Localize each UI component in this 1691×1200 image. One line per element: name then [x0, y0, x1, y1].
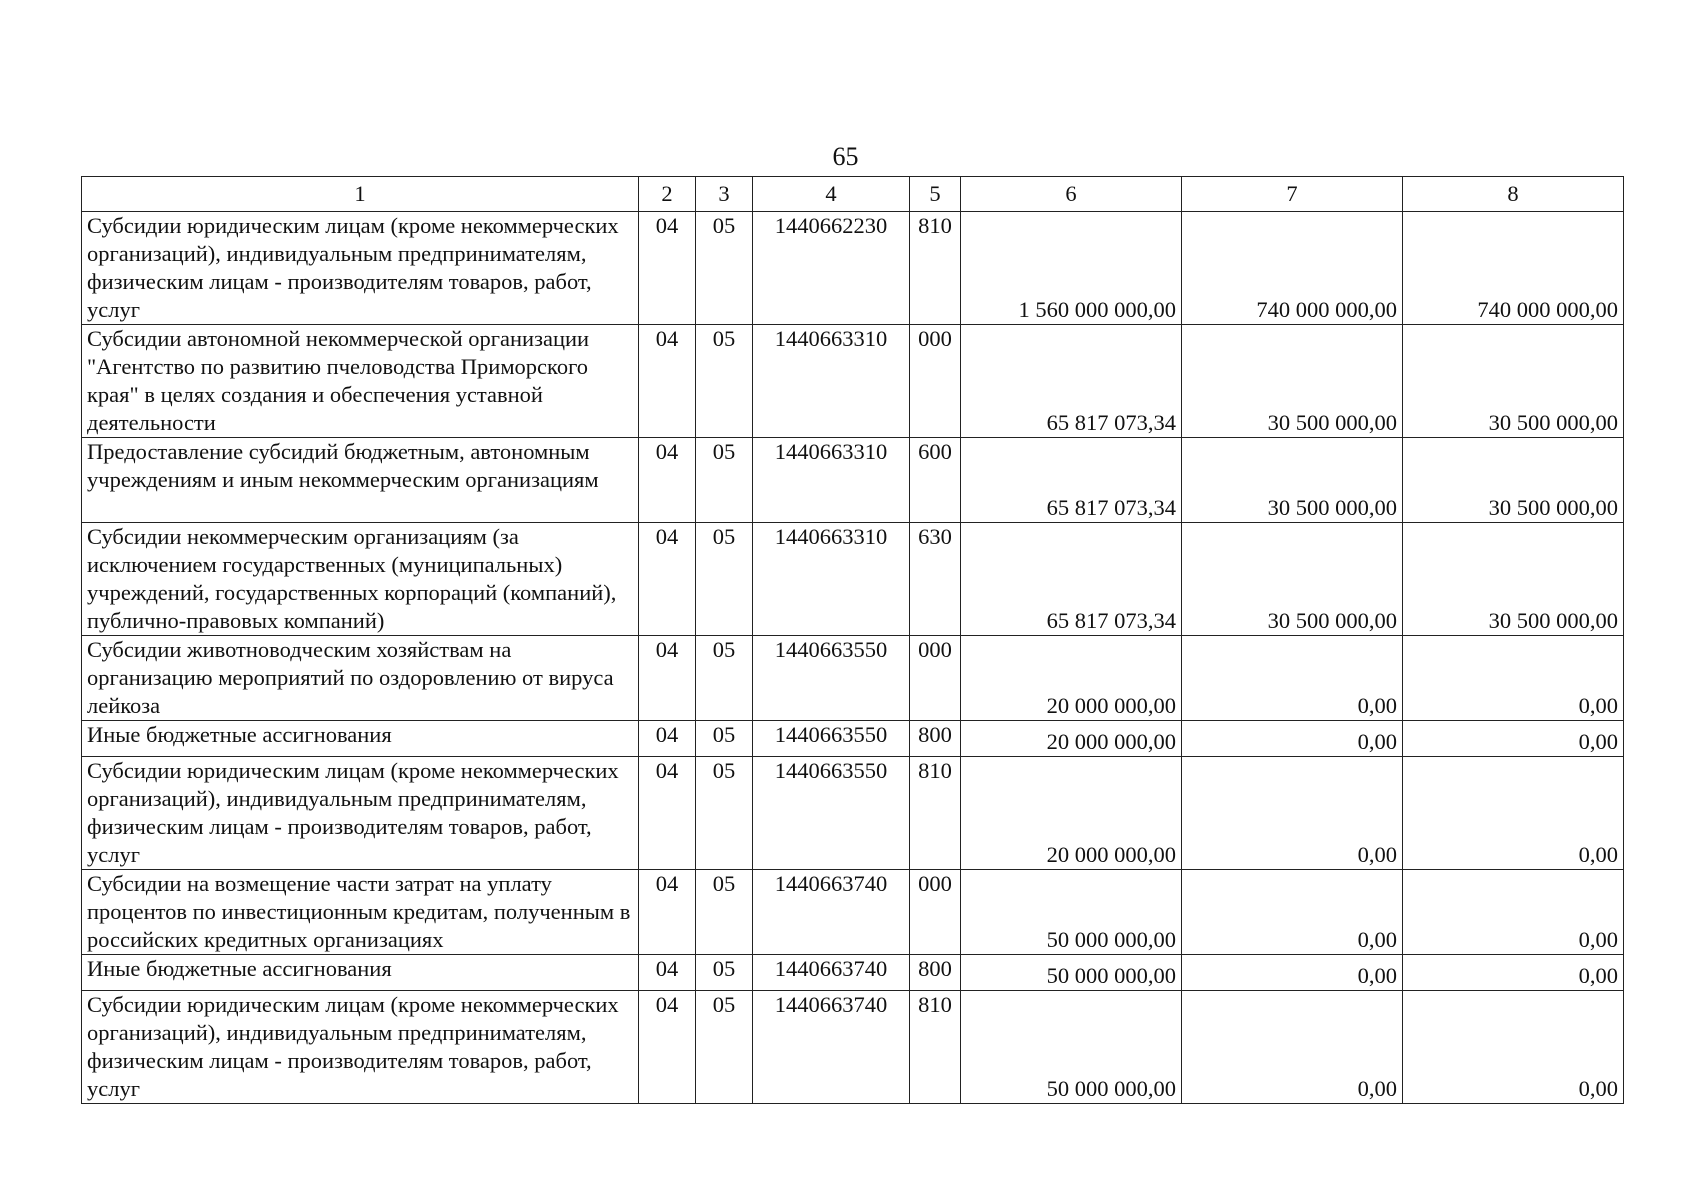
amount-col7: 30 500 000,00 [1182, 325, 1403, 438]
section-code: 04 [639, 523, 696, 636]
section-code: 04 [639, 955, 696, 991]
column-header: 2 [639, 177, 696, 212]
row-name: Субсидии юридическим лицам (кроме некоммерческих организаций), индивидуальным предпринимателям, физическим лицам - производителям товаров, работ, услуг [82, 212, 639, 325]
table-row [82, 955, 1624, 991]
amount-col6: 50 000 000,00 [961, 955, 1182, 991]
section-code: 04 [639, 757, 696, 870]
expense-type-code: 800 [910, 721, 961, 757]
amount-col8: 30 500 000,00 [1403, 523, 1624, 636]
subsection-code: 05 [696, 212, 753, 325]
expense-type-code: 000 [910, 325, 961, 438]
table-row [82, 721, 1624, 757]
amount-col6: 65 817 073,34 [961, 438, 1182, 523]
subsection-code: 05 [696, 438, 753, 523]
amount-col7: 0,00 [1182, 991, 1403, 1104]
row-name: Предоставление субсидий бюджетным, автономным учреждениям и иным некоммерческим организациям [82, 438, 639, 523]
amount-col6: 1 560 000 000,00 [961, 212, 1182, 325]
subsection-code: 05 [696, 991, 753, 1104]
column-header: 8 [1403, 177, 1624, 212]
column-header: 4 [753, 177, 910, 212]
amount-col8: 0,00 [1403, 636, 1624, 721]
amount-col7: 0,00 [1182, 870, 1403, 955]
expense-type-code: 600 [910, 438, 961, 523]
target-article-code: 1440663550 [753, 636, 910, 721]
expense-type-code: 000 [910, 870, 961, 955]
amount-col8: 0,00 [1403, 870, 1624, 955]
row-name: Субсидии юридическим лицам (кроме некоммерческих организаций), индивидуальным предпринимателям, физическим лицам - производителям товаров, работ, услуг [82, 991, 639, 1104]
table-row [82, 438, 1624, 523]
target-article-code: 1440663550 [753, 757, 910, 870]
section-code: 04 [639, 636, 696, 721]
target-article-code: 1440663740 [753, 870, 910, 955]
table-row [82, 523, 1624, 636]
target-article-code: 1440663310 [753, 523, 910, 636]
row-name: Субсидии автономной некоммерческой организации "Агентство по развитию пчеловодства Приморского края" в целях создания и обеспечения уставной деятельности [82, 325, 639, 438]
row-name: Субсидии некоммерческим организациям (за исключением государственных (муниципальных) учреждений, государственных корпораций (компаний), публично-правовых компаний) [82, 523, 639, 636]
subsection-code: 05 [696, 721, 753, 757]
expense-type-code: 630 [910, 523, 961, 636]
expense-type-code: 000 [910, 636, 961, 721]
amount-col8: 30 500 000,00 [1403, 325, 1624, 438]
amount-col8: 0,00 [1403, 721, 1624, 757]
amount-col7: 30 500 000,00 [1182, 438, 1403, 523]
amount-col7: 0,00 [1182, 636, 1403, 721]
target-article-code: 1440663740 [753, 955, 910, 991]
subsection-code: 05 [696, 870, 753, 955]
amount-col7: 0,00 [1182, 955, 1403, 991]
subsection-code: 05 [696, 757, 753, 870]
column-header: 6 [961, 177, 1182, 212]
section-code: 04 [639, 870, 696, 955]
row-name: Субсидии на возмещение части затрат на уплату процентов по инвестиционным кредитам, полученным в российских кредитных организациях [82, 870, 639, 955]
expense-type-code: 800 [910, 955, 961, 991]
amount-col6: 20 000 000,00 [961, 757, 1182, 870]
row-name: Иные бюджетные ассигнования [82, 955, 639, 991]
subsection-code: 05 [696, 523, 753, 636]
amount-col7: 30 500 000,00 [1182, 523, 1403, 636]
section-code: 04 [639, 325, 696, 438]
amount-col6: 20 000 000,00 [961, 721, 1182, 757]
amount-col8: 0,00 [1403, 991, 1624, 1104]
subsection-code: 05 [696, 636, 753, 721]
amount-col8: 0,00 [1403, 955, 1624, 991]
table-row [82, 870, 1624, 955]
amount-col6: 50 000 000,00 [961, 991, 1182, 1104]
row-name: Иные бюджетные ассигнования [82, 721, 639, 757]
section-code: 04 [639, 991, 696, 1104]
amount-col7: 0,00 [1182, 757, 1403, 870]
column-header: 3 [696, 177, 753, 212]
column-header: 7 [1182, 177, 1403, 212]
target-article-code: 1440662230 [753, 212, 910, 325]
column-header: 1 [82, 177, 639, 212]
table-row [82, 757, 1624, 870]
amount-col8: 30 500 000,00 [1403, 438, 1624, 523]
target-article-code: 1440663310 [753, 325, 910, 438]
section-code: 04 [639, 721, 696, 757]
amount-col6: 65 817 073,34 [961, 325, 1182, 438]
amount-col6: 20 000 000,00 [961, 636, 1182, 721]
amount-col8: 740 000 000,00 [1403, 212, 1624, 325]
target-article-code: 1440663740 [753, 991, 910, 1104]
target-article-code: 1440663310 [753, 438, 910, 523]
subsection-code: 05 [696, 325, 753, 438]
table-row [82, 212, 1624, 325]
section-code: 04 [639, 212, 696, 325]
amount-col7: 0,00 [1182, 721, 1403, 757]
expense-type-code: 810 [910, 991, 961, 1104]
amount-col7: 740 000 000,00 [1182, 212, 1403, 325]
amount-col8: 0,00 [1403, 757, 1624, 870]
expense-type-code: 810 [910, 212, 961, 325]
section-code: 04 [639, 438, 696, 523]
table-row [82, 991, 1624, 1104]
budget-table [81, 176, 1624, 1104]
row-name: Субсидии юридическим лицам (кроме некоммерческих организаций), индивидуальным предпринимателям, физическим лицам - производителям товаров, работ, услуг [82, 757, 639, 870]
table-row [82, 325, 1624, 438]
column-header: 5 [910, 177, 961, 212]
table-header-row [82, 177, 1624, 212]
target-article-code: 1440663550 [753, 721, 910, 757]
row-name: Субсидии животноводческим хозяйствам на организацию мероприятий по оздоровлению от вируса лейкоза [82, 636, 639, 721]
expense-type-code: 810 [910, 757, 961, 870]
amount-col6: 50 000 000,00 [961, 870, 1182, 955]
amount-col6: 65 817 073,34 [961, 523, 1182, 636]
page-number: 65 [832, 142, 859, 171]
subsection-code: 05 [696, 955, 753, 991]
table-row [82, 636, 1624, 721]
